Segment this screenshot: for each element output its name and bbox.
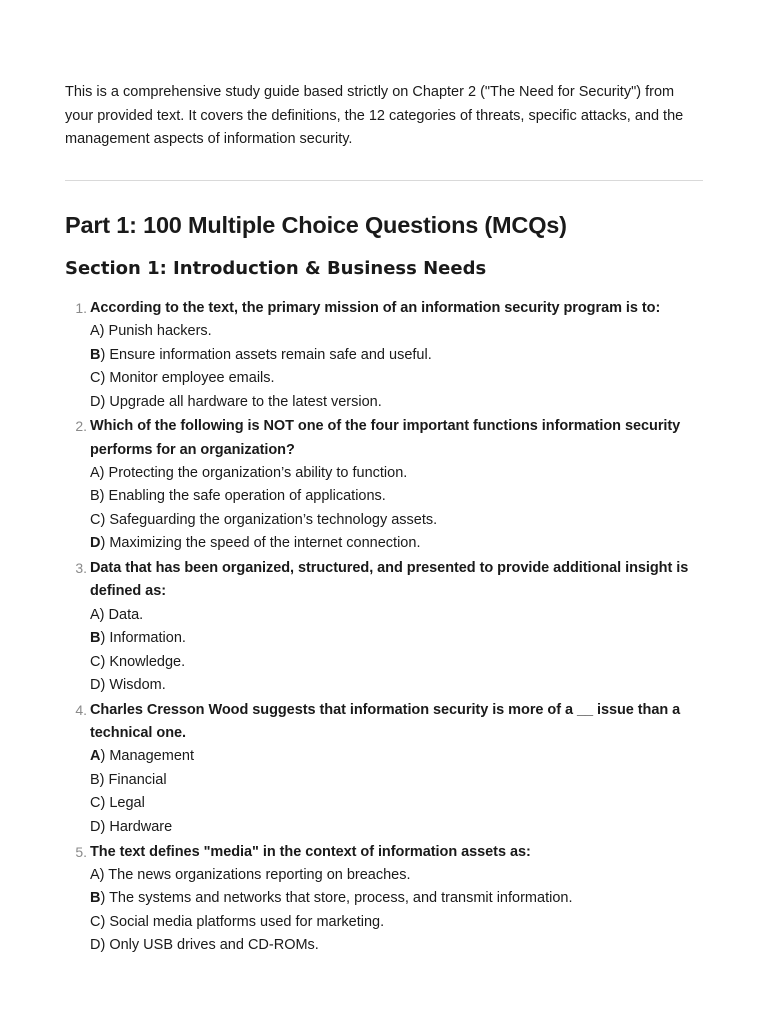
answer-text: ) Knowledge.: [100, 653, 186, 670]
answer-letter: C: [90, 913, 101, 930]
correct-answer-letter: A: [90, 748, 101, 765]
question-text: Data that has been organized, structured, and presented to provide additional insight is defined as:: [90, 560, 689, 600]
part-title: Part 1: 100 Multiple Choice Questions (MCQs): [65, 212, 567, 238]
answer-option: [90, 391, 705, 414]
answer-letter: C: [90, 511, 101, 528]
answer-text: ) Safeguarding the organization’s technology assets.: [100, 511, 438, 528]
answer-text: ) Only USB drives and CD-ROMs.: [100, 937, 319, 954]
answer-option: [90, 674, 705, 697]
answer-letter: C: [90, 795, 101, 812]
answer-option: [90, 509, 705, 532]
question-list: [65, 297, 705, 959]
question-text: The text defines "media" in the context of information assets as:: [90, 843, 531, 860]
answer-option: [90, 462, 705, 485]
answer-option: [90, 627, 705, 650]
answer-text: ) Wisdom.: [100, 676, 166, 693]
answer-text: ) Upgrade all hardware to the latest version.: [100, 393, 382, 410]
answer-option: [90, 367, 705, 390]
question-number: 1.: [75, 300, 87, 316]
answer-text: ) Ensure information assets remain safe and useful.: [100, 346, 432, 363]
answer-text: ) Financial: [99, 771, 167, 788]
answer-text: ) Punish hackers.: [99, 323, 212, 340]
answer-letter: D: [90, 818, 101, 835]
answer-option: [90, 792, 705, 815]
answer-letter: A: [90, 465, 100, 482]
correct-answer-letter: D: [90, 535, 101, 552]
question-number: 2.: [75, 418, 87, 435]
answer-option: [90, 532, 705, 555]
answer-option: [90, 604, 705, 627]
answer-option: [90, 769, 705, 792]
answer-letter: C: [90, 370, 101, 387]
answer-option: [90, 745, 705, 768]
answer-option: [90, 485, 705, 508]
question-item: [65, 699, 705, 839]
question-number: 4.: [75, 701, 87, 718]
answer-option: [90, 887, 705, 910]
question-number: 5.: [75, 843, 87, 860]
question-item: [65, 297, 705, 414]
answer-text: ) Protecting the organization’s ability to function.: [99, 465, 408, 482]
question-item: [65, 415, 705, 555]
question-item: [65, 841, 705, 958]
correct-answer-letter: B: [90, 890, 101, 907]
correct-answer-letter: B: [90, 630, 101, 647]
question-number: 3.: [75, 560, 87, 577]
answer-letter: A: [90, 866, 100, 883]
section-title: Section 1: Introduction & Business Needs: [65, 258, 487, 279]
answer-text: ) Monitor employee emails.: [100, 370, 275, 387]
answer-text: ) Maximizing the speed of the internet connection.: [100, 535, 421, 552]
answer-letter: A: [90, 606, 100, 623]
answer-letter: B: [90, 488, 100, 505]
question-text: Which of the following is NOT one of the four important functions information security performs for an organization?: [90, 418, 681, 458]
answer-text: ) Hardware: [100, 818, 173, 835]
answer-text: ) The news organizations reporting on breaches.: [99, 866, 411, 883]
answer-option: [90, 651, 705, 674]
answer-option: [90, 344, 705, 367]
horizontal-divider: [65, 180, 703, 181]
answer-letter: B: [90, 771, 100, 788]
question-item: [65, 557, 705, 697]
answer-letter: D: [90, 937, 101, 954]
answer-text: ) Information.: [100, 630, 186, 647]
answer-letter: D: [90, 393, 101, 410]
answer-option: [90, 934, 705, 957]
answer-text: ) Legal: [100, 795, 145, 812]
answer-text: ) Social media platforms used for marketing.: [100, 913, 385, 930]
answer-text: ) Data.: [99, 606, 144, 623]
answer-letter: C: [90, 653, 101, 670]
intro-paragraph: This is a comprehensive study guide based strictly on Chapter 2 ("The Need for Security") from your provided text. It covers the definitions, the 12 categories of threats, specific attacks, and the management aspects of information security.: [65, 84, 684, 147]
question-text: According to the text, the primary mission of an information security program is to:: [90, 300, 661, 316]
answer-option: [90, 816, 705, 839]
correct-answer-letter: B: [90, 346, 101, 363]
answer-letter: D: [90, 676, 101, 693]
answer-letter: A: [90, 323, 100, 340]
answer-option: [90, 864, 705, 887]
answer-text: ) Enabling the safe operation of applications.: [99, 488, 386, 505]
answer-option: [90, 320, 705, 343]
answer-option: [90, 911, 705, 934]
answer-text: ) The systems and networks that store, process, and transmit information.: [100, 890, 573, 907]
answer-text: ) Management: [100, 748, 194, 765]
question-text: Charles Cresson Wood suggests that information security is more of a __ issue than a technical one.: [90, 701, 681, 742]
